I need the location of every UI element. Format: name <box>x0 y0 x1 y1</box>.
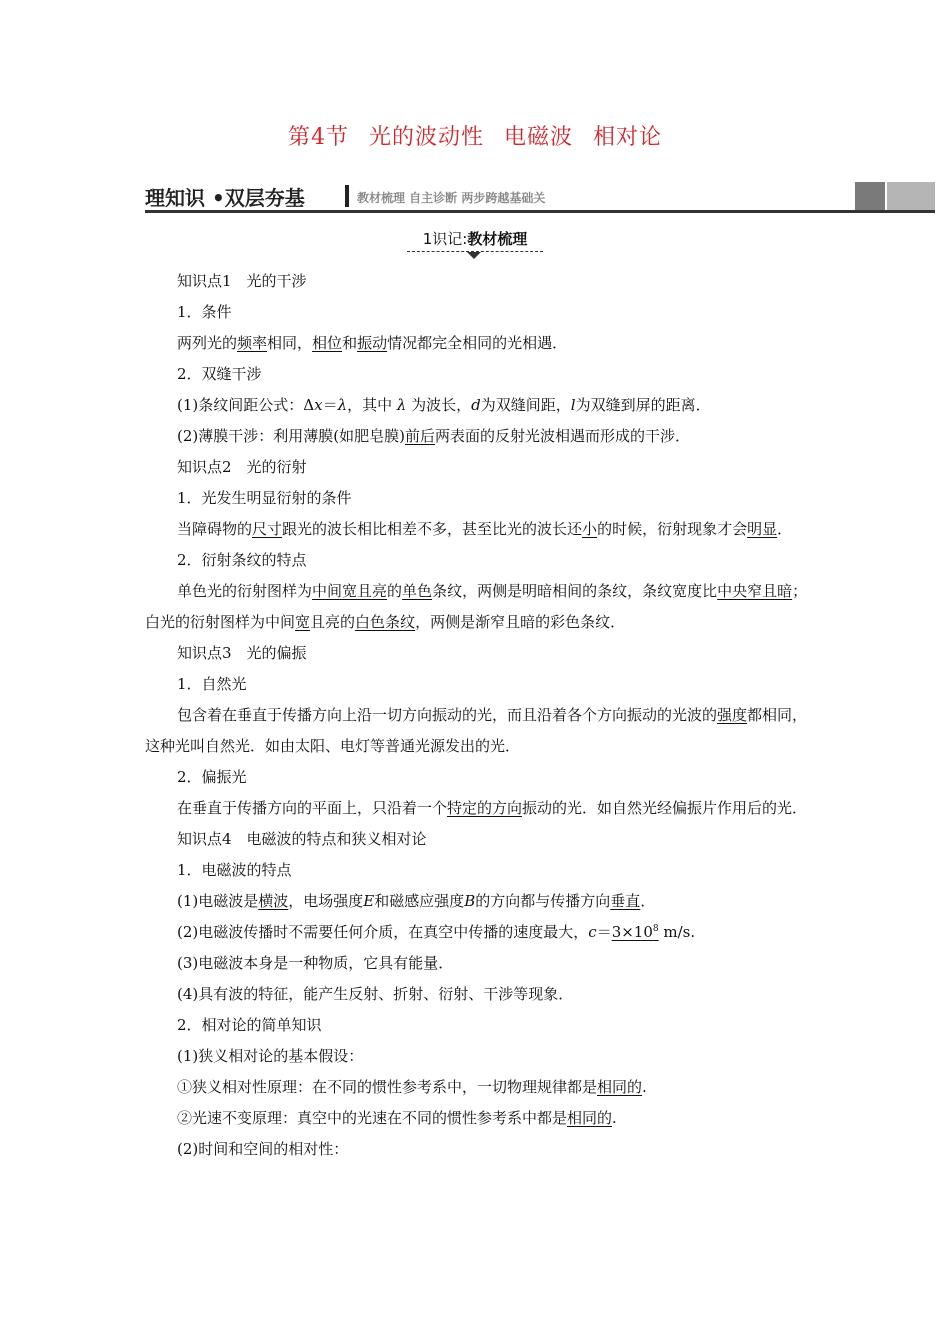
var-lambda: λ <box>337 396 348 414</box>
blank-answer: 尺寸 <box>252 520 283 538</box>
text: . <box>642 1078 647 1096</box>
banner-dark-block <box>855 182 885 210</box>
k3-sub1-text <box>145 700 810 762</box>
k4-relativity-assumptions: (1)狭义相对论的基本假设： <box>177 1047 364 1065</box>
page-title <box>0 120 950 151</box>
exponent: 8 <box>652 924 659 934</box>
text: 和磁感应强度 <box>374 892 465 910</box>
blank-answer: 特定的方向 <box>447 799 523 817</box>
text: ，其中 <box>347 396 397 414</box>
var-E: E <box>363 892 375 910</box>
text: 情况都完全相同的光相遇． <box>387 334 568 352</box>
section-tag <box>407 228 543 252</box>
heading-k1: 知识点1 光的干涉 <box>177 272 307 290</box>
heading-k2: 知识点2 光的衍射 <box>177 458 307 476</box>
text: 为双缝到屏的距离． <box>575 396 711 414</box>
blank-answer: 宽 <box>295 613 311 631</box>
k4-sub1: 1．电磁波的特点 <box>177 861 292 879</box>
blank-answer: 相同的 <box>597 1078 643 1096</box>
k4-item3: (3)电磁波本身是一种物质，它具有能量． <box>177 954 454 972</box>
text: 为波长， <box>406 396 472 414</box>
banner-divider <box>345 185 349 207</box>
blank-answer: 垂直 <box>610 892 641 910</box>
text: 都相同，这种光叫自然光．如由太阳、电灯等普通光源发出的光． <box>145 706 808 755</box>
blank-answer: 中间宽且亮 <box>312 582 388 600</box>
text: ；白光的衍射图样为中间 <box>145 582 808 631</box>
section-tag-number: 1识记: <box>422 230 468 248</box>
blank-answer: 明显 <box>747 520 778 538</box>
blank-answer: 振动 <box>357 334 388 352</box>
text: (2)薄膜干涉：利用薄膜(如肥皂膜) <box>177 427 405 445</box>
text: ． <box>640 892 656 910</box>
title-section-number: 第4节 <box>287 125 349 150</box>
text: (1)电磁波是 <box>177 892 259 910</box>
k1-sub1-text <box>145 328 810 359</box>
text: ＝ <box>322 396 338 414</box>
k4-item4: (4)具有波的特征，能产生反射、折射、衍射、干涉等现象． <box>177 985 574 1003</box>
text: ＝ <box>596 923 612 941</box>
down-triangle-icon <box>467 252 481 259</box>
text: ①狭义相对性原理：在不同的惯性参考系中，一切物理规律都是 <box>177 1078 598 1096</box>
k4-principle-1 <box>145 1072 810 1103</box>
var-lambda: λ <box>396 396 407 414</box>
text: 两列光的 <box>177 334 238 352</box>
text: 两表面的反射光波相遇而形成的干涉． <box>434 427 690 445</box>
banner-light-block <box>887 182 935 210</box>
k1-sub2: 2．双缝干涉 <box>177 365 262 383</box>
k2-sub2: 2．衍射条纹的特点 <box>177 551 307 569</box>
text: 的时候，衍射现象才会 <box>597 520 748 538</box>
heading-k4: 知识点4 电磁波的特点和狭义相对论 <box>177 830 427 848</box>
text: 在垂直于传播方向的平面上，只沿着一个 <box>177 799 448 817</box>
title-part-3: 相对论 <box>593 125 663 150</box>
section-tag-name: 教材梳理 <box>467 230 528 248</box>
text: 条纹，两侧是明暗相间的条纹，条纹宽度比 <box>432 582 718 600</box>
k2-sub1: 1．光发生明显衍射的条件 <box>177 489 352 507</box>
text: 跟光的波长相比相差不多，甚至比光的波长还 <box>282 520 583 538</box>
var-l: l <box>570 396 576 414</box>
k4-item1 <box>145 886 810 917</box>
blank-answer: 频率 <box>237 334 268 352</box>
var-x: x <box>314 396 323 414</box>
text: 3×10 <box>611 923 653 941</box>
k3-sub1: 1．自然光 <box>177 675 247 693</box>
blank-answer: 小 <box>582 520 598 538</box>
k1-formula <box>145 390 810 421</box>
blank-answer: 相位 <box>312 334 343 352</box>
text: (1)条纹间距公式：Δ <box>177 396 315 414</box>
title-part-2: 电磁波 <box>503 125 573 150</box>
text: 且亮的 <box>310 613 356 631</box>
text: ②光速不变原理：真空中的光速在不同的惯性参考系中都是 <box>177 1109 568 1127</box>
text: 的方向都与传播方向 <box>475 892 611 910</box>
blank-answer: 单色 <box>402 582 433 600</box>
banner-underline <box>145 210 935 213</box>
k3-sub2: 2．偏振光 <box>177 768 247 786</box>
k4-principle-2 <box>145 1103 810 1134</box>
heading-k3: 知识点3 光的偏振 <box>177 644 307 662</box>
text: 相同， <box>267 334 313 352</box>
blank-answer: 中央窄且暗 <box>717 582 793 600</box>
banner-main-text: 理知识 •双层夯基 <box>145 186 305 210</box>
text: . <box>612 1109 617 1127</box>
banner-subtitle: 教材梳理 自主诊断 两步跨越基础关 <box>357 191 546 205</box>
text: 的 <box>387 582 403 600</box>
k2-sub1-text <box>145 514 810 545</box>
text: 单色光的衍射图样为 <box>177 582 313 600</box>
title-part-1: 光的波动性 <box>368 125 484 150</box>
section-banner <box>145 180 935 212</box>
k3-sub2-text <box>145 793 810 824</box>
text: 和 <box>342 334 358 352</box>
k4-spacetime: (2)时间和空间的相对性： <box>177 1140 349 1158</box>
var-c: c <box>588 923 597 941</box>
k4-sub2: 2．相对论的简单知识 <box>177 1016 322 1034</box>
text: ，电场强度 <box>288 892 364 910</box>
var-B: B <box>464 892 476 910</box>
text: ，两侧是渐窄且暗的彩色条纹． <box>415 613 626 631</box>
var-d: d <box>471 396 481 414</box>
text: 振动的光．如自然光经偏振片作用后的光． <box>522 799 808 817</box>
blank-answer: 横波 <box>258 892 289 910</box>
text: 包含着在垂直于传播方向上沿一切方向振动的光，而且沿着各个方向振动的光波的 <box>177 706 718 724</box>
k4-item2 <box>145 917 810 948</box>
blank-answer: 相同的 <box>567 1109 613 1127</box>
text: ． <box>777 520 793 538</box>
text: (2)电磁波传播时不需要任何介质，在真空中传播的速度最大， <box>177 923 589 941</box>
k1-sub1: 1．条件 <box>177 303 232 321</box>
k1-thin-film <box>145 421 810 452</box>
blank-answer <box>612 923 659 941</box>
blank-answer: 前后 <box>404 427 435 445</box>
document-body <box>145 266 810 1165</box>
blank-answer: 强度 <box>717 706 748 724</box>
text: 为双缝间距， <box>480 396 571 414</box>
k2-sub2-text <box>145 576 810 638</box>
text: m/s. <box>658 923 696 941</box>
text: 当障碍物的 <box>177 520 253 538</box>
blank-answer: 白色条纹 <box>355 613 416 631</box>
